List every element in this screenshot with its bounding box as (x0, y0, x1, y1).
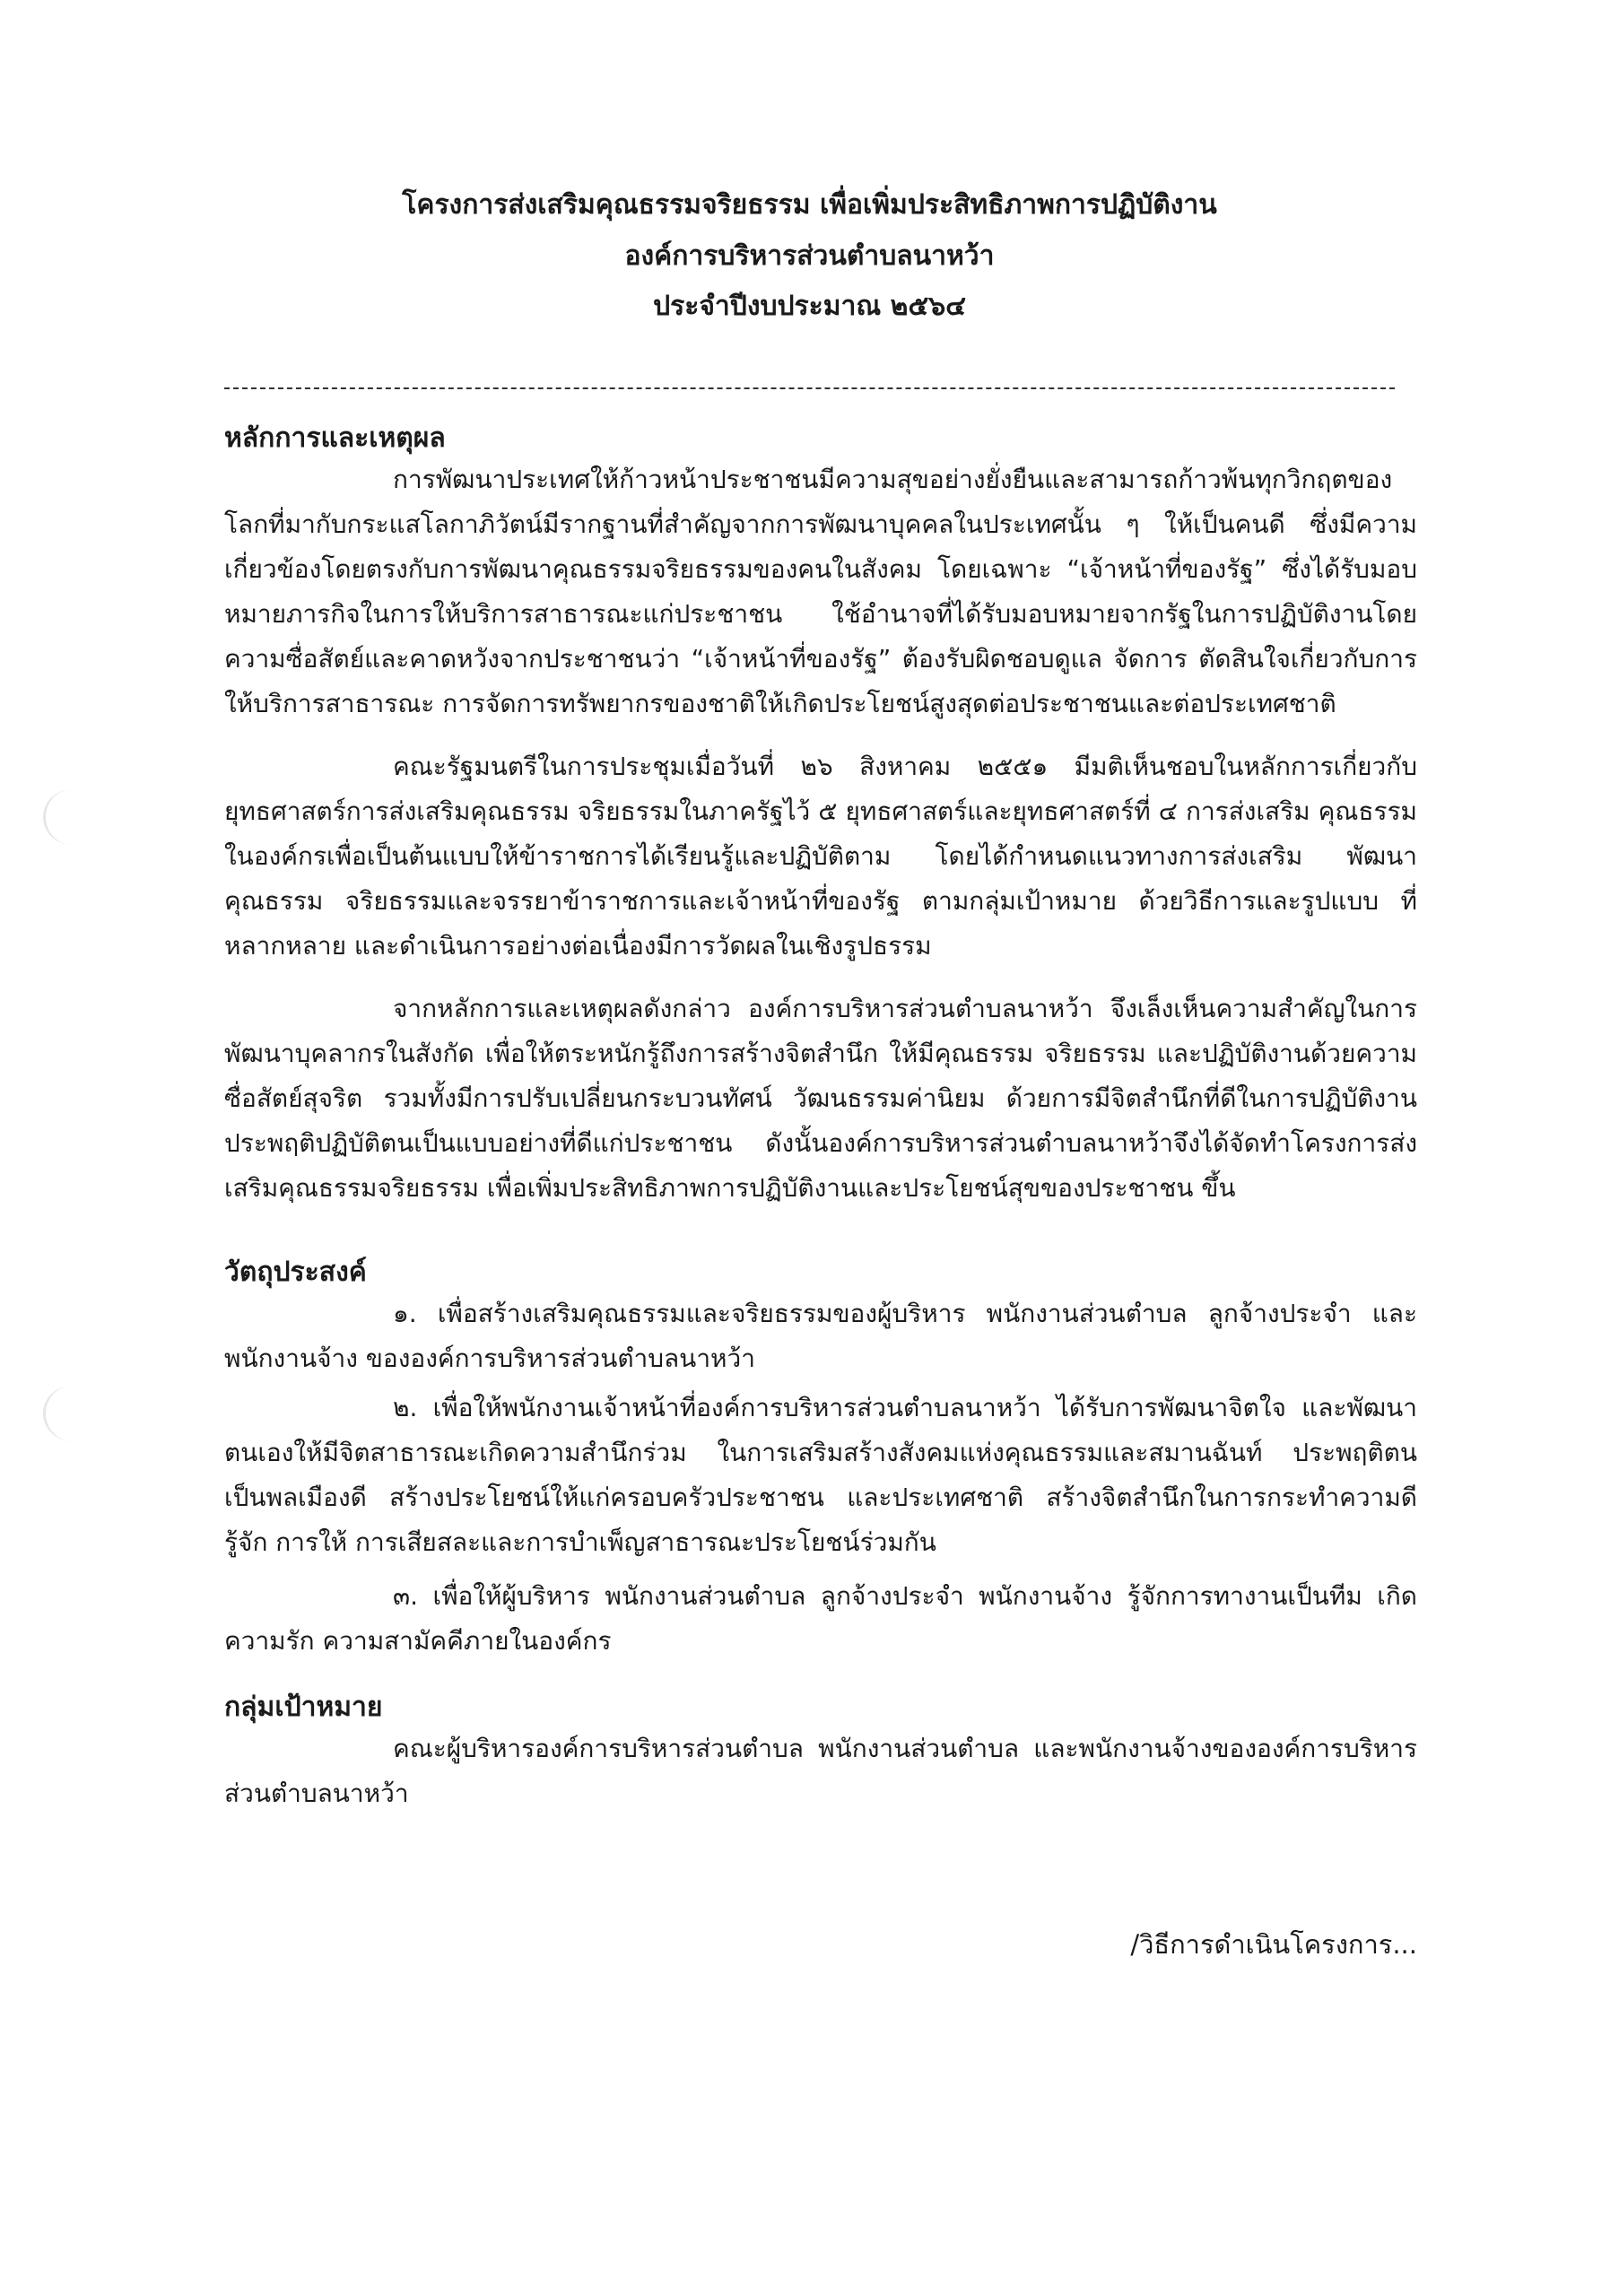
objective-2: ๒. เพื่อให้พนักงานเจ้าหน้าที่องค์การบริหารส่วนตำบลนาหว้า ได้รับการพัฒนาจิตใจ และพัฒนาตนเองให้มีจิตสาธารณะเกิดความสำนึกร่วม ในการเสริมสร้างสังคมแห่งคุณธรรมและสมานฉันท์ ประพฤติตน เป็นพลเมืองดี สร้างประโยชน์ให้แก่ครอบครัวประชาชน และประเทศชาติ สร้างจิตสำนึกในการกระทำความดี รู้จัก การให้ การเสียสละและการบำเพ็ญสาธารณะประโยชน์ร่วมกัน (224, 1393, 1417, 1557)
objective-3: ๓. เพื่อให้ผู้บริหาร พนักงานส่วนตำบล ลูกจ้างประจำ พนักงานจ้าง รู้จักการทางานเป็นทีม เกิดความรัก ความสามัคคีภายในองค์กร (224, 1581, 1417, 1656)
doc-title-line3: ประจำปีงบประมาณ ๒๕๖๔ (653, 291, 966, 322)
objective-1: ๑. เพื่อสร้างเสริมคุณธรรมและจริยธรรมของผู้บริหาร พนักงานส่วนตำบล ลูกจ้างประจำ และพนักงานจ้าง ขององค์การบริหารส่วนตำบลนาหว้า (224, 1299, 1417, 1373)
target-paragraph: คณะผู้บริหารองค์การบริหารส่วนตำบล พนักงานส่วนตำบล และพนักงานจ้างขององค์การบริหารส่วนตำบลนาหว้า (224, 1734, 1417, 1808)
punch-hole-mark (43, 1386, 101, 1441)
section-heading-principles: หลักการและเหตุผล (224, 422, 446, 454)
principles-paragraph-3: จากหลักการและเหตุผลดังกล่าว องค์การบริหารส่วนตำบลนาหว้า จึงเล็งเห็นความสำคัญในการพัฒนาบุคลากรในสังกัด เพื่อให้ตระหนักรู้ถึงการสร้างจิตสำนึก ให้มีคุณธรรม จริยธรรม และปฏิบัติงานด้วยความซื่อสัตย์สุจริต รวมทั้งมีการปรับเปลี่ยนกระบวนทัศน์ วัฒนธรรมค่านิยม ด้วยการมีจิตสำนึกที่ดีในการปฏิบัติงาน ประพฤติปฏิบัติตนเป็นแบบอย่างที่ดีแก่ประชาชน ดังนั้นองค์การบริหารส่วนตำบลนาหว้าจึงได้จัดทำโครงการส่งเสริมคุณธรรมจริยธรรม เพื่อเพิ่มประสิทธิภาพการปฏิบัติงานและประโยชน์สุขของประชาชน ขึ้น (224, 994, 1417, 1203)
section-heading-objectives: วัตถุประสงค์ (224, 1257, 367, 1288)
principles-paragraph-1: การพัฒนาประเทศให้ก้าวหน้าประชาชนมีความสุขอย่างยั่งยืนและสามารถก้าวพ้นทุกวิกฤตของโลกที่มากับกระแสโลกาภิวัตน์มีรากฐานที่สำคัญจากการพัฒนาบุคคลในประเทศนั้น ๆ ให้เป็นคนดี ซึ่งมีความเกี่ยวข้องโดยตรงกับการพัฒนาคุณธรรมจริยธรรมของคนในสังคม โดยเฉพาะ “เจ้าหน้าที่ของรัฐ” ซึ่งได้รับมอบหมายภารกิจในการให้บริการสาธารณะแก่ประชาชน ใช้อำนาจที่ได้รับมอบหมายจากรัฐในการปฏิบัติงานโดยความซื่อสัตย์และคาดหวังจากประชาชนว่า “เจ้าหน้าที่ของรัฐ” ต้องรับผิดชอบดูแล จัดการ ตัดสินใจเกี่ยวกับการให้บริการสาธารณะ การจัดการทรัพยากรของชาติให้เกิดประโยชน์สูงสุดต่อประชาชนและต่อประเทศชาติ (224, 465, 1417, 718)
doc-title-line2: องค์การบริหารส่วนตำบลนาหว้า (624, 240, 995, 272)
section-heading-target: กลุ่มเป้าหมาย (224, 1692, 383, 1723)
doc-title-line1: โครงการส่งเสริมคุณธรรมจริยธรรม เพื่อเพิ่มประสิทธิภาพการปฏิบัติงาน (402, 189, 1217, 221)
continuation-note: /วิธีการดำเนินโครงการ... (1130, 1929, 1417, 1960)
dashed-divider (224, 387, 1395, 389)
punch-hole-mark (43, 789, 101, 845)
principles-paragraph-2: คณะรัฐมนตรีในการประชุมเมื่อวันที่ ๒๖ สิงหาคม ๒๕๕๑ มีมติเห็นชอบในหลักการเกี่ยวกับยุทธศาสตร์การส่งเสริมคุณธรรม จริยธรรมในภาครัฐไว้ ๕ ยุทธศาสตร์และยุทธศาสตร์ที่ ๔ การส่งเสริม คุณธรรม ในองค์กรเพื่อเป็นต้นแบบให้ข้าราชการได้เรียนรู้และปฏิบัติตาม โดยได้กำหนดแนวทางการส่งเสริม พัฒนาคุณธรรม จริยธรรมและจรรยาข้าราชการและเจ้าหน้าที่ของรัฐ ตามกลุ่มเป้าหมาย ด้วยวิธีการและรูปแบบ ที่หลากหลาย และดำเนินการอย่างต่อเนื่องมีการวัดผลในเชิงรูปธรรม (224, 752, 1417, 961)
